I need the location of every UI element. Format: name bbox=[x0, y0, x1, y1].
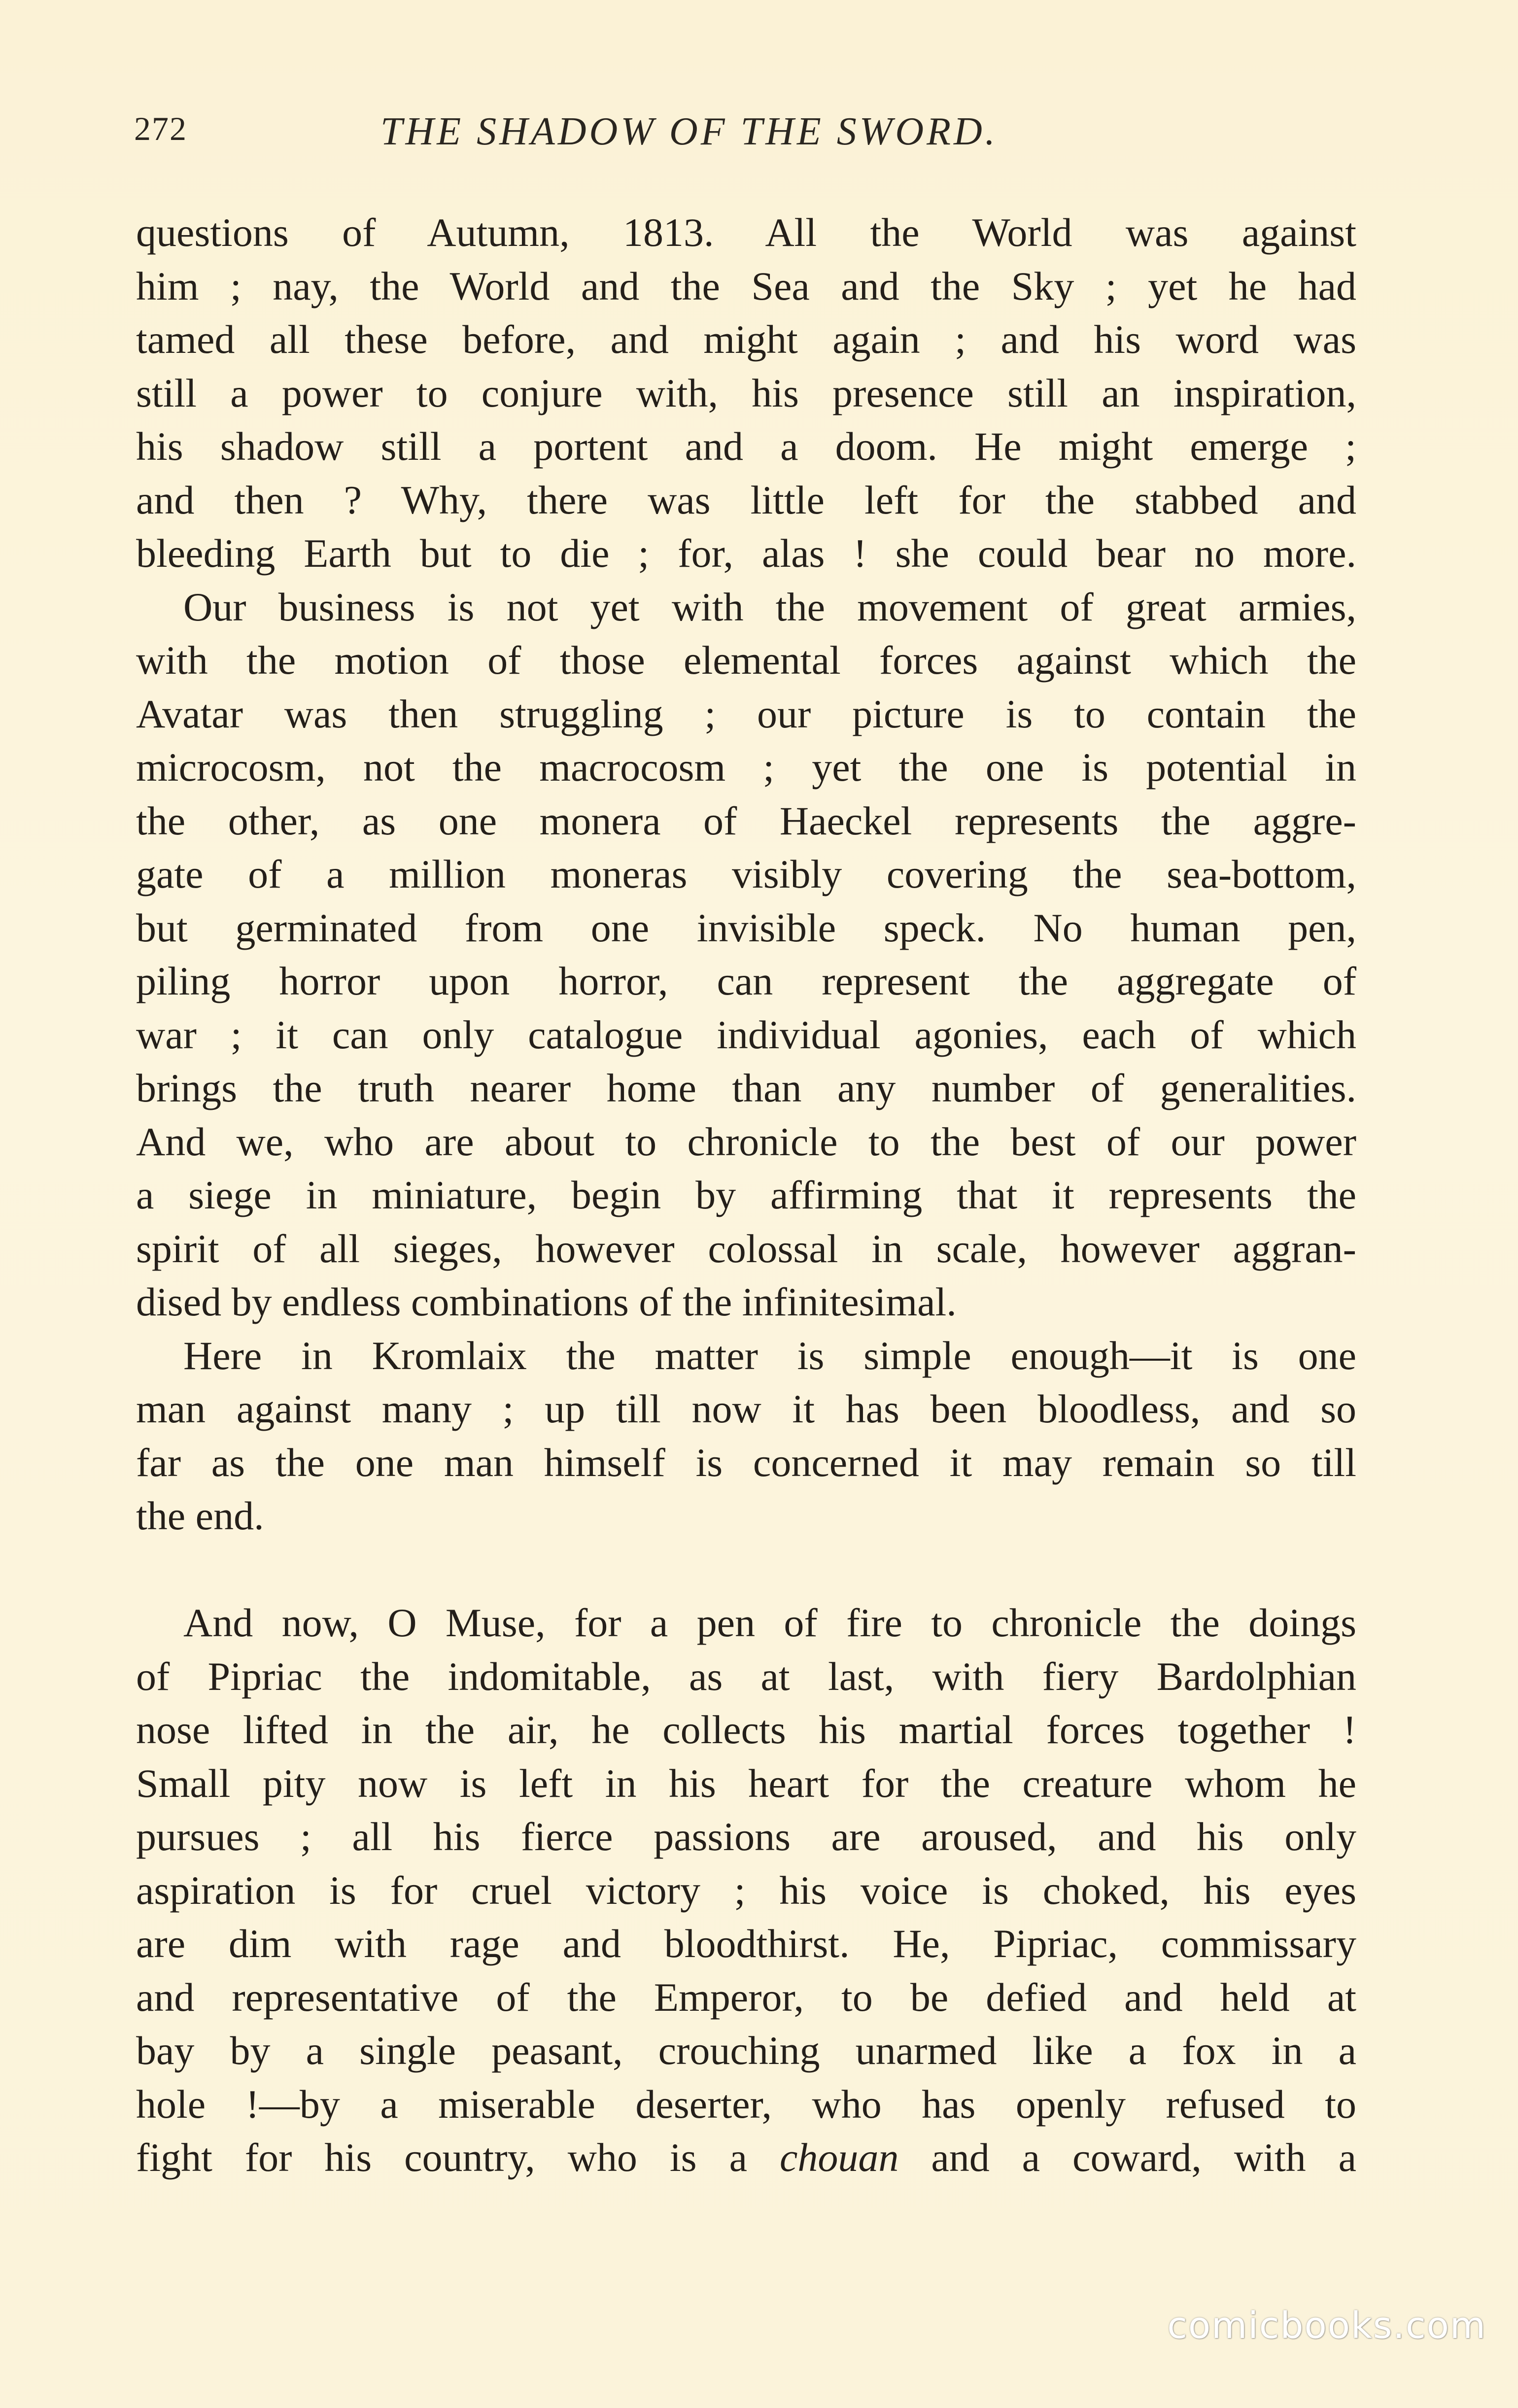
page-header bbox=[134, 109, 1356, 169]
text-line: the end. bbox=[136, 1493, 264, 1538]
running-title: THE SHADOW OF THE SWORD. bbox=[380, 110, 998, 153]
text-line: And now, O Muse, for a pen of fire to chronicle the doings bbox=[183, 1600, 1356, 1645]
text-line: questions of Autumn, 1813. All the World was against bbox=[136, 210, 1356, 255]
text-line: him ; nay, the World and the Sea and the Sky ; yet he had bbox=[136, 263, 1356, 309]
paragraph-2 bbox=[136, 581, 1356, 1329]
text-line: spirit of all sieges, however colossal in scale, however aggran- bbox=[136, 1226, 1356, 1271]
text-line: still a power to conjure with, his presence still an inspiration, bbox=[136, 370, 1356, 415]
watermark-logo: comicbooks.com bbox=[1167, 2305, 1486, 2347]
text-line: war ; it can only catalogue individual agonies, each of which bbox=[136, 1012, 1356, 1057]
text-line: dised by endless combinations of the infinitesimal. bbox=[136, 1279, 957, 1324]
text-line: with the motion of those elemental forces against which the bbox=[136, 638, 1356, 683]
text-line: are dim with rage and bloodthirst. He, Pipriac, commissary bbox=[136, 1921, 1356, 1966]
text-line: bay by a single peasant, crouching unarmed like a fox in a bbox=[136, 2028, 1356, 2073]
page-number: 272 bbox=[134, 110, 187, 147]
text-line: Our business is not yet with the movement of great armies, bbox=[183, 584, 1356, 629]
text-line: and representative of the Emperor, to be defied and held at bbox=[136, 1974, 1356, 2020]
text-line: gate of a million moneras visibly covering the sea-bottom, bbox=[136, 852, 1356, 896]
body-text bbox=[136, 206, 1356, 2185]
text-line: piling horror upon horror, can represent the aggregate of bbox=[136, 959, 1356, 1003]
text-line: hole !—by a miserable deserter, who has openly refused to bbox=[136, 2081, 1356, 2127]
text-line: brings the truth nearer home than any number of generalities. bbox=[136, 1066, 1356, 1110]
text-line: and then ? Why, there was little left for the stabbed and bbox=[136, 477, 1356, 522]
paragraph-3 bbox=[136, 1329, 1356, 1543]
text-fragment: and a coward, with a bbox=[898, 2135, 1356, 2180]
text-line: man against many ; up till now it has been bloodless, and so bbox=[136, 1386, 1356, 1431]
text-line: Small pity now is left in his heart for the creature whom he bbox=[136, 1760, 1356, 1806]
text-line: aspiration is for cruel victory ; his voice is choked, his eyes bbox=[136, 1867, 1356, 1913]
text-line: microcosm, not the macrocosm ; yet the one is potential in bbox=[136, 745, 1356, 790]
text-line: but germinated from one invisible speck. No human pen, bbox=[136, 905, 1356, 950]
text-line: nose lifted in the air, he collects his martial forces together ! bbox=[136, 1707, 1356, 1752]
text-line: of Pipriac the indomitable, as at last, with fiery Bardolphian bbox=[136, 1653, 1356, 1699]
section-break bbox=[136, 1543, 1356, 1597]
paragraph-1 bbox=[136, 206, 1356, 581]
text-line: bleeding Earth but to die ; for, alas ! she could bear no more. bbox=[136, 531, 1356, 576]
italic-word: chouan bbox=[779, 2135, 899, 2180]
text-line: tamed all these before, and might again ; and his word was bbox=[136, 317, 1356, 362]
text-line: the other, as one monera of Haeckel represents the aggre- bbox=[136, 798, 1356, 843]
text-line: far as the one man himself is concerned it may remain so till bbox=[136, 1440, 1356, 1485]
text-fragment: fight for his country, who is a bbox=[136, 2135, 780, 2180]
paragraph-4 bbox=[136, 1596, 1356, 2185]
text-line-final bbox=[136, 2131, 1356, 2185]
text-line: pursues ; all his fierce passions are aroused, and his only bbox=[136, 1814, 1356, 1859]
text-line: Here in Kromlaix the matter is simple enough—it is one bbox=[183, 1333, 1356, 1378]
text-line: Avatar was then struggling ; our picture is to contain the bbox=[136, 691, 1356, 736]
text-line: his shadow still a portent and a doom. He might emerge ; bbox=[136, 424, 1356, 469]
text-line: a siege in miniature, begin by affirming that it represents the bbox=[136, 1172, 1356, 1217]
text-line: And we, who are about to chronicle to the best of our power bbox=[136, 1119, 1356, 1164]
